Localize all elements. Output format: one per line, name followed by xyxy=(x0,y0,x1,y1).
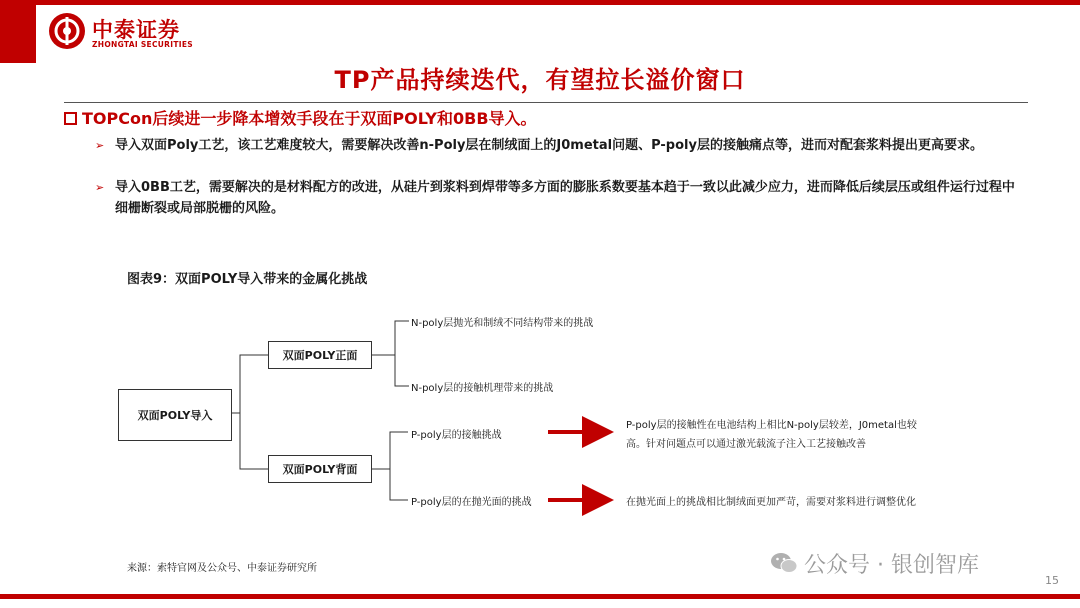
back-node: 双面POLY背面 xyxy=(268,455,372,483)
front-item: N-poly层抛光和制绒不同结构带来的挑战 xyxy=(411,318,594,329)
back-item: P-poly层的在抛光面的挑战 xyxy=(411,497,532,508)
watermark-text: 公众号 · 银创智库 xyxy=(804,553,979,578)
front-node: 双面POLY正面 xyxy=(268,341,372,369)
arrow-bullet-icon: ➢ xyxy=(95,139,105,152)
page-number: 15 xyxy=(1045,574,1059,587)
sub-point-text: 导入0BB工艺，需要解决的是材料配方的改进，从硅片到浆料到焊带等多方面的膨胀系数要基本趋于一致以此减少应力，进而降低后续层压或组件运行过程中细栅断裂或局部脱栅的风险。 xyxy=(115,180,1015,216)
company-name-en: ZHONGTAI SECURITIES xyxy=(92,40,193,49)
source-note: 来源：索特官网及公众号、中泰证券研究所 xyxy=(127,563,317,574)
company-name: 中泰证券 xyxy=(92,18,180,42)
bottom-accent-bar xyxy=(0,594,1080,599)
back-detail: P-poly层的接触性在电池结构上相比N-poly层较差，J0metal也较高。针对问题点可以通过激光载流子注入工艺接触改善 xyxy=(626,420,917,450)
back-item: P-poly层的接触挑战 xyxy=(411,430,502,441)
back-detail: 在抛光面上的挑战相比制绒面更加严苛，需要对浆料进行调整优化 xyxy=(626,497,916,508)
front-item: N-poly层的接触机理带来的挑战 xyxy=(411,383,554,394)
watermark xyxy=(770,548,979,581)
page-title: TP产品持续迭代，有望拉长溢价窗口 xyxy=(334,66,746,94)
figure-caption: 图表9：双面POLY导入带来的金属化挑战 xyxy=(127,272,368,287)
sub-point-text: 导入双面Poly工艺，该工艺难度较大，需要解决改善n-Poly层在制绒面上的J0metal问题、P-poly层的接触痛点等，进而对配套浆料提出更高要求。 xyxy=(115,138,983,153)
root-node: 双面POLY导入 xyxy=(118,389,232,441)
wechat-icon xyxy=(770,551,798,581)
main-point: TOPCon后续进一步降本增效手段在于双面POLY和0BB导入。 xyxy=(82,109,537,128)
arrow-bullet-icon: ➢ xyxy=(95,181,105,194)
